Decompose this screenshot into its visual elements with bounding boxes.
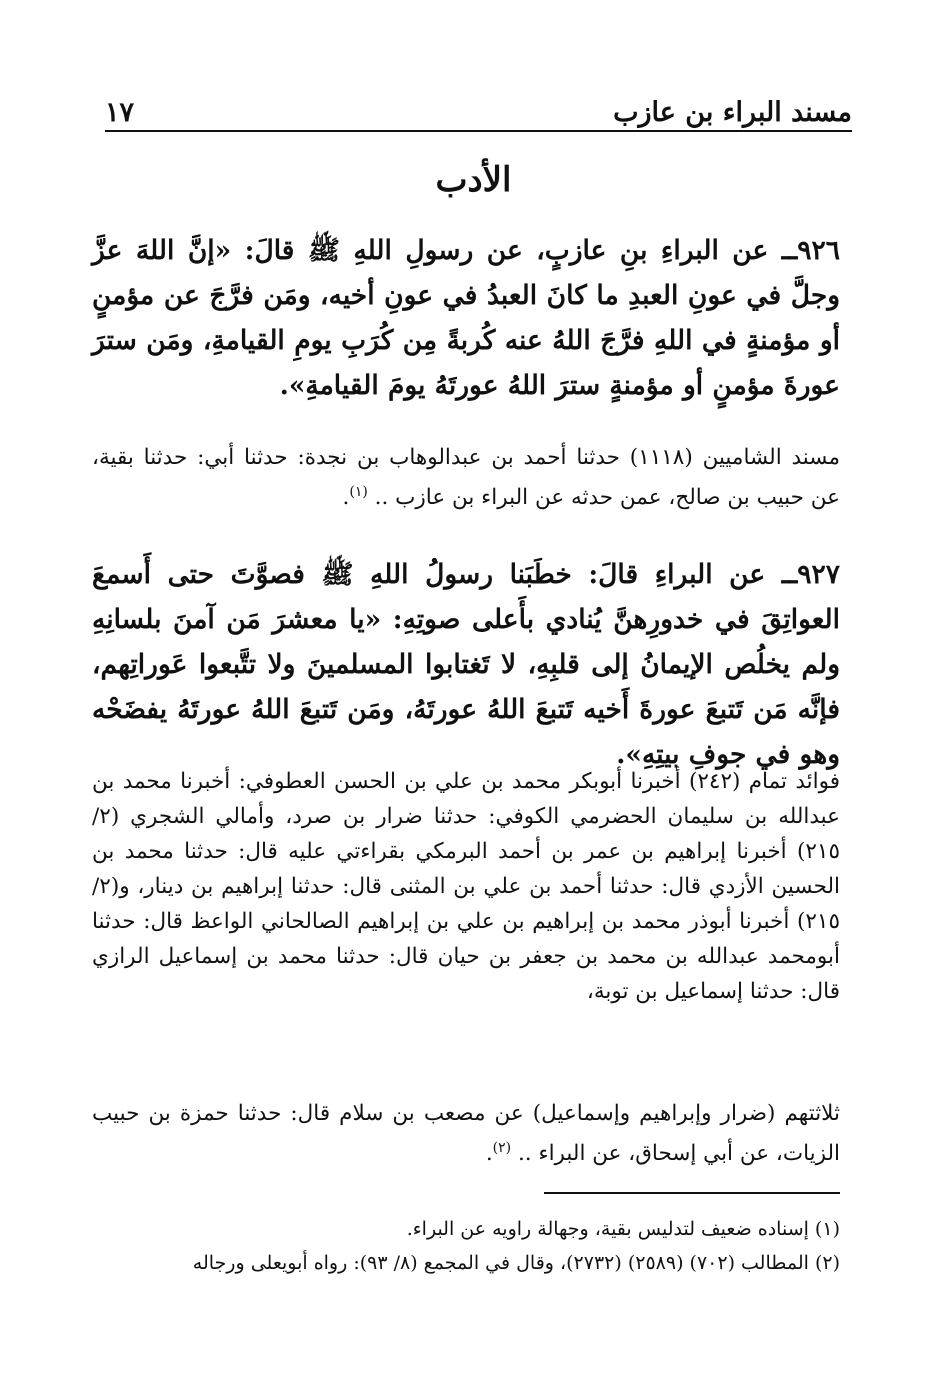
footnote-rule: [544, 1192, 840, 1194]
section-title: الأدب: [435, 160, 512, 200]
hadith-dash: ــ: [781, 235, 798, 266]
source-text: فوائد تمام (٢٤٢) أخبرنا أبوبكر محمد بن علي بن الحسن العطوفي: أخبرنا محمد بن عبدالله بن سليمان الحضرمي الكوفي: حدثنا ضرار بن صرد، وأمالي الشجري (٢/ ٢١٥) أخبرنا إبراهيم بن عمر بن أحمد البرمكي بقراءتي عليه قال: حدثنا محمد بن الحسين الأزدي قال: حدثنا أحمد بن علي بن المثنى قال: حدثنا إبراهيم بن دينار، و(٢/ ٢١٥) أخبرنا أبوذر محمد بن إبراهيم بن علي بن إبراهيم الصالحاني الواعظ قال: حدثنا أبومحمد عبدالله بن محمد بن جعفر بن حيان قال: حدثنا محمد بن إسماعيل الرازي قال: حدثنا إسماعيل بن توبة،: [92, 769, 840, 1004]
hadith-927: [92, 552, 840, 777]
source-end: .: [342, 485, 350, 511]
hadith-dash: ــ: [781, 559, 798, 590]
hadith-number: ٩٢٦: [797, 235, 840, 266]
running-title: مسند البراء بن عازب: [613, 97, 852, 128]
source-927-a: [92, 764, 840, 1009]
header-rule: [105, 130, 852, 132]
running-header: [105, 88, 852, 128]
hadith-text: عن البراءِ قالَ: خطَبَنا رسولُ اللهِ ﷺ فصوَّتَ حتى أَسمعَ العواتِقَ في خدورِهنَّ يُنادي بأَعلى صوتِهِ: «يا معشرَ مَن آمنَ بلسانِهِ ولم يخلُص الإيمانُ إلى قلبِهِ، لا تَغتابوا المسلمينَ ولا تتَّبعوا عَوراتِهم، فإنَّه مَن تَتبعَ عورةَ أَخيه تَتبعَ اللهُ عورتَهُ، ومَن تَتبعَ اللهُ عورتَهُ يفضَحْه وهو في جوفِ بيتِهِ».: [92, 559, 840, 770]
hadith-926: [92, 228, 840, 408]
footnote-2: (٢) المطالب (٧٠٢) (٢٥٨٩) (٢٧٣٢)، وقال في المجمع (٨/ ٩٣): رواه أبويعلى ورجاله: [192, 1252, 840, 1274]
footnote-1: (١) إسناده ضعيف لتدليس بقية، وجهالة راويه عن البراء.: [406, 1218, 840, 1240]
footnote-marker: (١): [349, 484, 368, 500]
source-926: [92, 440, 840, 515]
source-927-b: [92, 1096, 840, 1171]
page-number: ١٧: [105, 97, 135, 128]
hadith-text: عن البراءِ بنِ عازبٍ، عن رسولِ اللهِ ﷺ قالَ: «إنَّ اللهَ عزَّ وجلَّ في عونِ العبدِ ما كانَ العبدُ في عونِ أخيه، ومَن فرَّجَ عن مؤمنٍ أو مؤمنةٍ في اللهِ فرَّجَ اللهُ عنه كُربةً مِن كُرَبِ يومِ القيامةِ، ومَن سترَ عورةَ مؤمنٍ أو مؤمنةٍ سترَ اللهُ عورتَهُ يومَ القيامةِ».: [92, 235, 840, 401]
hadith-number: ٩٢٧: [797, 559, 840, 590]
source-text: مسند الشاميين (١١١٨) حدثنا أحمد بن عبدالوهاب بن نجدة: حدثنا أبي: حدثنا بقية، عن حبيب بن صالح، عمن حدثه عن البراء بن عازب ..: [92, 445, 840, 511]
source-text: ثلاثتهم (ضرار وإبراهيم وإسماعيل) عن مصعب بن سلام قال: حدثنا حمزة بن حبيب الزيات، عن أبي إسحاق، عن البراء ..: [92, 1101, 840, 1167]
source-end: .: [485, 1141, 493, 1167]
footnotes: [92, 1212, 840, 1280]
footnote-marker: (٢): [492, 1140, 512, 1156]
